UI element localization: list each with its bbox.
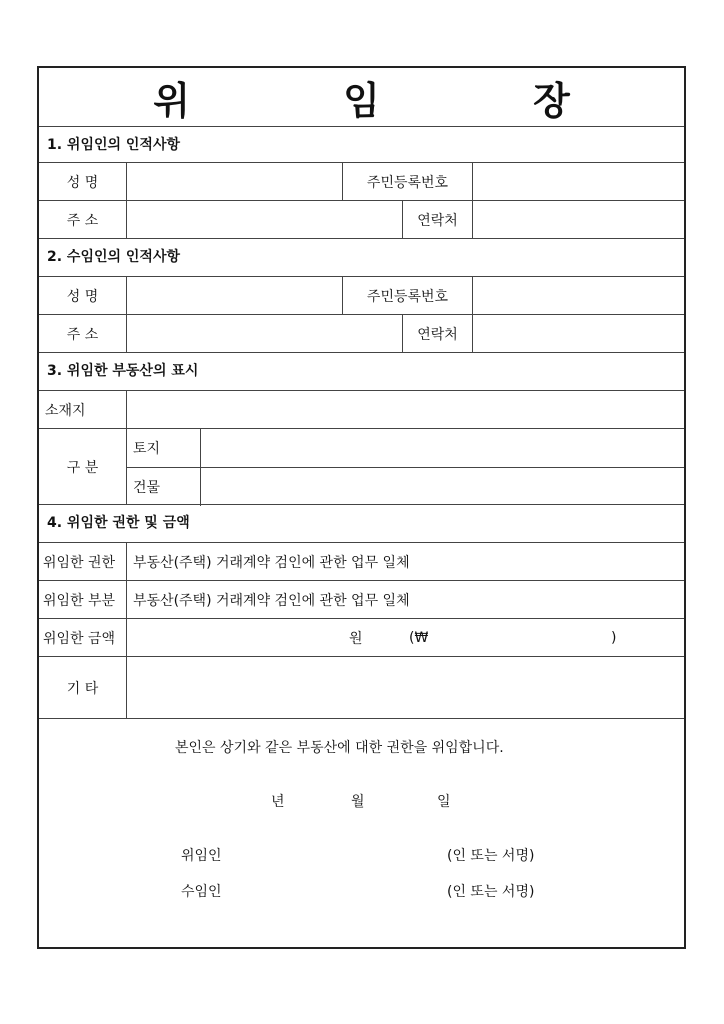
- section-1-header: [39, 126, 684, 163]
- name-label: 성 명: [39, 277, 127, 315]
- section-3-title: 3. 위임한 부동산의 표시: [47, 363, 199, 379]
- building-label: 건물: [127, 468, 201, 506]
- delegatee-contact-field[interactable]: [473, 315, 684, 353]
- section-2-title: 2. 수임인의 인적사항: [47, 249, 180, 265]
- resident-no-label: 주민등록번호: [343, 163, 473, 201]
- address-label: 주 소: [39, 315, 127, 353]
- resident-no-label: 주민등록번호: [343, 277, 473, 315]
- delegatee-address-field[interactable]: [127, 315, 403, 353]
- building-row: [127, 467, 684, 506]
- authority-row: [39, 542, 684, 581]
- section-2-header: [39, 238, 684, 277]
- location-row: [39, 390, 684, 429]
- authority-value: 부동산(주택) 거래계약 검인에 관한 업무 일체: [133, 555, 410, 571]
- amount-label: 위임한 금액: [39, 619, 127, 657]
- part-label: 위임한 부분: [39, 581, 127, 619]
- delegator-name-row: [39, 162, 684, 201]
- category-row: [39, 428, 684, 505]
- signature-area: [39, 718, 684, 947]
- part-value: 부동산(주택) 거래계약 검인에 관한 업무 일체: [133, 593, 410, 609]
- day-label: 일: [437, 794, 451, 810]
- delegatee-sign[interactable]: (인 또는 서명): [447, 884, 535, 900]
- year-label: 년: [271, 794, 285, 810]
- land-label: 토지: [127, 429, 201, 467]
- name-label: 성 명: [39, 163, 127, 201]
- land-field[interactable]: [201, 429, 684, 467]
- delegatee-address-row: [39, 314, 684, 353]
- delegatee-name-field[interactable]: [127, 277, 343, 315]
- delegator-address-field[interactable]: [127, 201, 403, 239]
- delegator-contact-field[interactable]: [473, 201, 684, 239]
- delegator-sign[interactable]: (인 또는 서명): [447, 848, 535, 864]
- part-row: [39, 580, 684, 619]
- amount-field[interactable]: [127, 619, 684, 657]
- building-field[interactable]: [201, 468, 684, 506]
- section-4-title: 4. 위임한 권한 및 금액: [47, 515, 190, 531]
- delegatee-label: 수임인: [181, 884, 222, 900]
- delegator-name-field[interactable]: [127, 163, 343, 201]
- amount-won-unit: 원: [349, 631, 363, 647]
- location-field[interactable]: [127, 391, 684, 429]
- delegatee-resident-no-field[interactable]: [473, 277, 684, 315]
- delegator-address-row: [39, 200, 684, 239]
- section-3-header: [39, 352, 684, 391]
- category-label: 구 분: [39, 429, 127, 505]
- amount-close-paren: ): [611, 630, 617, 646]
- authority-label: 위임한 권한: [39, 543, 127, 581]
- contact-label: 연락처: [403, 201, 473, 239]
- delegator-label: 위임인: [181, 848, 222, 864]
- other-row: [39, 656, 684, 719]
- amount-open-paren: (₩: [409, 630, 429, 646]
- amount-row: [39, 618, 684, 657]
- section-4-header: [39, 504, 684, 543]
- section-1-title: 1. 위임인의 인적사항: [47, 137, 180, 153]
- delegator-resident-no-field[interactable]: [473, 163, 684, 201]
- delegatee-name-row: [39, 276, 684, 315]
- month-label: 월: [351, 794, 365, 810]
- land-row: [127, 429, 684, 467]
- location-label: 소재지: [39, 391, 127, 429]
- delegation-statement: 본인은 상기와 같은 부동산에 대한 권한을 위임합니다.: [175, 740, 504, 756]
- document-title: 위 임 장: [153, 79, 640, 123]
- other-label: 기 타: [39, 657, 127, 719]
- contact-label: 연락처: [403, 315, 473, 353]
- other-field[interactable]: [127, 657, 684, 719]
- address-label: 주 소: [39, 201, 127, 239]
- power-of-attorney-form: [37, 66, 686, 949]
